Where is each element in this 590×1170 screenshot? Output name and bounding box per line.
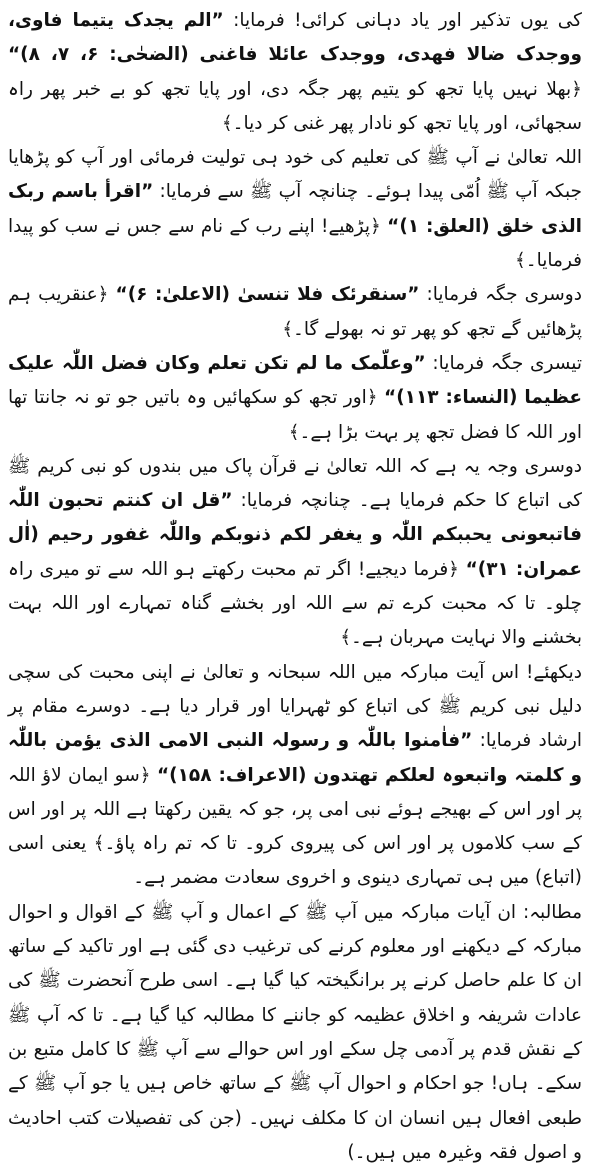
paragraph-text: اللہ تعالیٰ نے آپ ﷺ کی تعلیم کی خود ہی تولیت فرمائی اور آپ کو پڑھایا جبکہ آپ ﷺ اُمّی پیدا ہوئے۔ چنانچہ آپ ﷺ سے فرمایا: bbox=[8, 147, 582, 203]
paragraph-text: تیسری جگہ فرمایا: bbox=[425, 352, 582, 374]
quran-verse: ”وعلّمک ما لم تکن تعلم وکان فضل اللّٰہ علیک عظیما (النساء: ۱۱۳)“ bbox=[8, 352, 582, 409]
paragraph-text: دیکھئے! اس آیت مبارکہ میں اللہ سبحانہ و تعالیٰ نے اپنی محبت کی سچی دلیل نبی کریم ﷺ کی اتباع کو ٹھہرایا اور قرار دیا ہے۔ دوسرے مقام پر ارشاد فرمایا: bbox=[8, 661, 583, 752]
paragraph-text: ﴿فرما دیجیے! اگر تم محبت رکھتے ہو اللہ سے تو میری راہ چلو۔ تا کہ محبت کرے تم سے اللہ اور بخشے گناہ تمہارے اور اللہ بہت بخشنے والا نہایت مہربان ہے۔﴾ bbox=[8, 558, 582, 649]
quran-verse: ”اقرأ باسم ربک الذی خلق (العلق: ۱)“ bbox=[8, 181, 582, 237]
paragraph-text: کی یوں تذکیر اور یاد دہانی کرائی! فرمایا: bbox=[223, 10, 582, 31]
paragraph-text: ﴿پڑھیے! اپنے رب کے نام سے جس نے سب کو پیدا فرمایا۔﴾ bbox=[8, 215, 582, 272]
quran-verse: ”سنقرئک فلا تنسیٰ (الاعلیٰ: ۶)“ bbox=[115, 284, 420, 306]
quran-verse: ”قل ان کنتم تحبون اللّٰہ فاتبعونی یحببکم اللّٰہ و یغفر لکم ذنوبکم واللّٰہ غفور رحیم (اٰل عمران: ۳۱)“ bbox=[8, 490, 582, 580]
paragraph-text: مطالبہ: ان آیات مبارکہ میں آپ ﷺ کے اعمال و آپ ﷺ کے اقوال و احوال مبارکہ کے دیکھنے اور معلوم کرنے کی ترغیب دی گئی ہے اور تاکید کے ساتھ ان کا علم حاصل کرنے پر برانگیختہ کیا گیا ہے۔ اسی طرح آنحضرت ﷺ کی عادات شریفہ و اخلاق عظیمہ کو جاننے کا مطالبہ کیا گیا ہے۔ تا کہ آپ ﷺ کے نقش قدم پر آدمی چل سکے اور اس حوالے سے آپ ﷺ کا کامل متبع بن سکے۔ ہاں! جو احکام و احوال آپ ﷺ کے ساتھ خاص ہیں یا جو آپ ﷺ کے طبعی افعال ہیں انسان ان کا مکلف نہیں۔ (جن کی تفصیلات کتب احادیث و اصول فقہ وغیرہ میں ہیں۔) bbox=[8, 901, 582, 1163]
paragraph bbox=[8, 278, 582, 347]
paragraph-text: ﴿عنقریب ہم پڑھائیں گے تجھ کو پھر تو نہ بھولے گا۔﴾ bbox=[8, 284, 582, 340]
paragraph-text: ﴿سو ایمان لاؤ اللہ پر اور اس کے بھیجے ہوئے نبی امی پر، جو کہ یقین رکھتا ہے اللہ پر اور اس کے سب کلاموں پر اور اس کی پیروی کرو۔ تا کہ تم راہ پاؤ۔﴾ یعنی اسی (اتباع) میں ہی تمہاری دینوی و اخروی سعادت مضمر ہے۔ bbox=[8, 764, 582, 889]
paragraph bbox=[8, 450, 582, 656]
paragraph-text: ﴿بھلا نہیں پایا تجھ کو یتیم پھر جگہ دی، اور پایا تجھ کو بے خبر پھر راہ سجھائی، اور پایا تجھ کو نادار پھر غنی کر دیا۔﴾ bbox=[8, 78, 582, 134]
quran-verse: ”الم یجدک یتیما فاوی، ووجدک ضالا فھدی، ووجدک عائلا فاغنی (الضحٰی: ۶، ۷، ۸)“ bbox=[8, 10, 583, 66]
paragraph-text: دوسری وجہ یہ ہے کہ اللہ تعالیٰ نے قرآن پاک میں بندوں کو نبی کریم ﷺ کی اتباع کا حکم فرمایا ہے۔ چنانچہ فرمایا: bbox=[8, 455, 582, 512]
paragraph-text: ﴿اور تجھ کو سکھائیں وہ باتیں جو تو نہ جانتا تھا اور اللہ کا فضل تجھ پر بہت بڑا ہے۔﴾ bbox=[8, 387, 582, 443]
paragraph bbox=[8, 656, 582, 896]
paragraph bbox=[8, 347, 582, 450]
paragraph bbox=[8, 4, 582, 141]
paragraph bbox=[8, 141, 582, 278]
quran-verse: ”فاٰمنوا باللّٰہ و رسولہ النبی الامی الذی یؤمن باللّٰہ و کلمتہ واتبعوہ لعلکم تھتدون (الاعراف: ۱۵۸)“ bbox=[8, 730, 582, 786]
paragraph-text: دوسری جگہ فرمایا: bbox=[419, 284, 582, 306]
paragraph bbox=[8, 896, 582, 1170]
